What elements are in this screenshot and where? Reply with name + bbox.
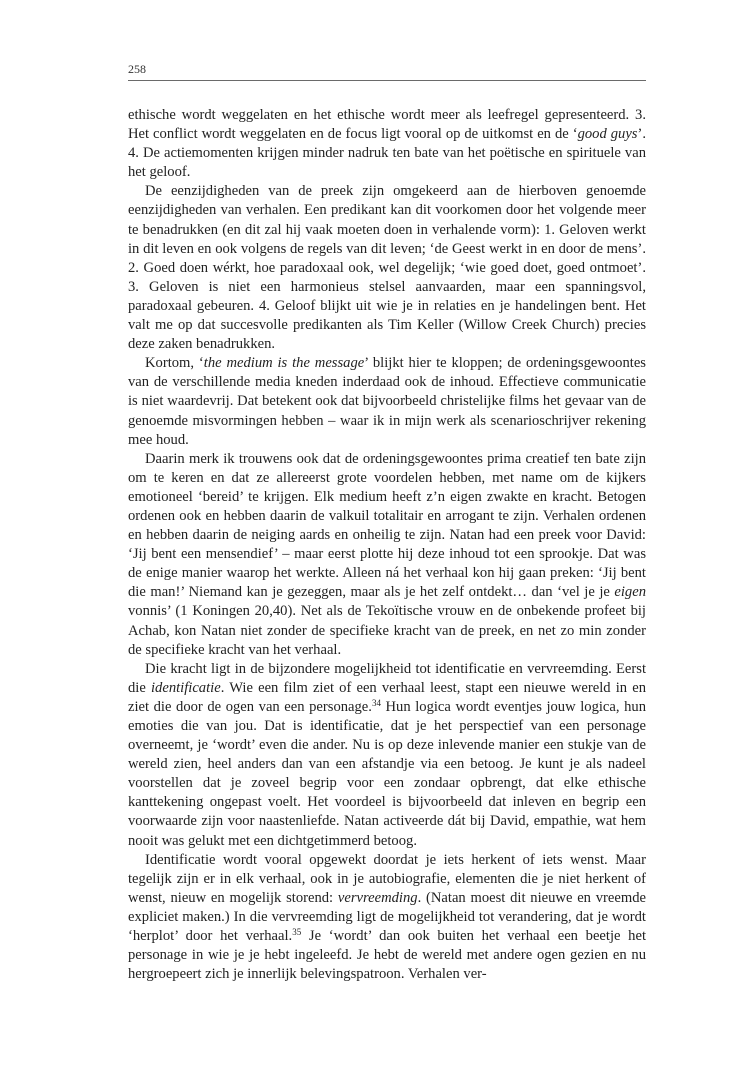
text-run: Kortom, ‘ (145, 355, 204, 372)
text-run: Daarin merk ik trouwens ook dat de ordeningsgewoontes prima creatief ten bate zijn om te keren en dat ze allereerst grote voordelen hebben, met name om de kijkers emotioneel ‘bereid’ te krijgen. Elk medium heeft z’n eigen zwakte en kracht. Betogen ordenen ook en hebben daarin de valkuil totalitair en arrogant te zijn. Verhalen ordenen en hebben daarin de neiging aards en onheilig te zijn. Natan had een preek voor David: ‘Jij bent een mensendief’ – maar eerst plotte hij deze inhoud tot een sprookje. Dat was de enige manier waarop het werkte. Alleen ná het verhaal kon hij gaan preken: ‘Jij bent die man!’ Niemand kan je gezeggen, maar als je het zelf ontdekt… dan ‘vel je je (128, 450, 646, 601)
body-text (128, 106, 646, 984)
paragraph (128, 450, 646, 660)
text-run: De eenzijdigheden van de preek zijn omgekeerd aan de hierboven genoemde eenzijdigheden van verhalen. Een predikant kan dit voorkomen door het volgende meer te benadrukken (en dit zal hij vaak moeten doen in verhalende vorm): 1. Geloven werkt in dit leven en ook volgens de regels van dit leven; ‘de Geest werkt in en door de mens’. 2. Goed doen wérkt, hoe paradoxaal ook, wel degelijk; ‘wie goed doet, goed ontmoet’. 3. Geloven is niet een harmonieus stelsel aanvaarden, maar een spanningsvol, paradoxaal gebeuren. 4. Geloof blijkt uit wie je in relaties en je handelingen bent. Het valt me op dat succesvolle predikanten als Tim Keller (Willow Creek Church) precies deze zaken benadrukken. (128, 183, 646, 353)
italic-text: identificatie (150, 679, 221, 696)
text-run: ’. 4. De actiemomenten krijgen minder nadruk ten bate van het poëtische en spirituele van het geloof. (128, 126, 646, 181)
text-run: Identificatie wordt vooral opgewekt doordat je iets herkent of iets wenst. Maar tegelijk zijn er in elk verhaal, ook in je autobiografie, elementen die je niet herkent of wenst, nieuw en mogelijk storend: (128, 851, 646, 906)
text-run: vonnis’ (1 Koningen 20,40). Net als de Tekoïtische vrouw en de onbekende profeet bij Achab, kon Natan niet zonder de specifieke kracht van de preek, en net zo min zonder de specifieke kracht van het verhaal. (128, 603, 646, 658)
paragraph (128, 354, 646, 449)
text-run: ethische wordt weggelaten en het ethische wordt meer als leefregel gepresenteerd. 3. Het conflict wordt weggelaten en de focus ligt vooral op de uitkomst en de ‘ (128, 107, 646, 143)
footnote-ref: 35 (292, 927, 302, 938)
italic-text: eigen (614, 584, 646, 601)
italic-text: vervreemding (337, 889, 418, 906)
italic-text: the medium is the message (203, 355, 365, 372)
paragraph (128, 106, 646, 182)
text-run: . (Natan moest dit nieuwe en vreemde expliciet maken.) In die vervreemding ligt de mogelijkheid tot verandering, dat je wordt ‘herplot’ door het verhaal. (128, 889, 646, 945)
italic-text: good guys (577, 126, 638, 143)
text-run: . Wie een film ziet of een verhaal leest, stapt een nieuwe wereld in en ziet die door de ogen van een personage. (128, 679, 646, 715)
page-number: 258 (128, 62, 146, 76)
paragraph (128, 182, 646, 354)
text-run: Hun logica wordt eventjes jouw logica, hun emoties die van jou. Dat is identificatie, dat je het perspectief van een personage overneemt, je ‘wordt’ even die ander. Nu is op deze inlevende manier een stukje van de wereld zien, heel anders dan van een afstandje via een betoog. Je kunt je als nadeel voorstellen dat je zoveel begrip voor een zondaar opbrengt, dat elke ethische kanttekening ongepast voelt. Het voordeel is bijvoorbeeld dat inleven en begrip een voorwaarde zijn voor naastenliefde. Natan activeerde dát bij David, empathie, wat hem nooit was gelukt met een dichtgetimmerd betoog. (128, 698, 646, 849)
text-run: Die kracht ligt in de bijzondere mogelijkheid tot identificatie en vervreemding. Eerst die (128, 660, 646, 696)
paragraph (128, 851, 646, 985)
text-run: ’ blijkt hier te kloppen; de ordeningsgewoontes van de verschillende media kneden inderdaad ook de inhoud. Effectieve communicatie is niet waardevrij. Dat betekent ook dat bijvoorbeeld christelijke films het gevaar van de genoemde misvormingen hebben – waar ik in mijn werk als scenarioschrijver rekening mee houd. (128, 355, 646, 448)
footnote-ref: 34 (371, 697, 381, 708)
paragraph (128, 660, 646, 851)
header-rule (128, 80, 646, 81)
text-run: Je ‘wordt’ dan ook buiten het verhaal een beetje het personage in wie je je hebt ingeleefd. Je hebt de wereld met andere ogen gezien en nu hergroepeert zich je innerlijk belevingspatroon. Verhalen ver- (128, 928, 647, 983)
